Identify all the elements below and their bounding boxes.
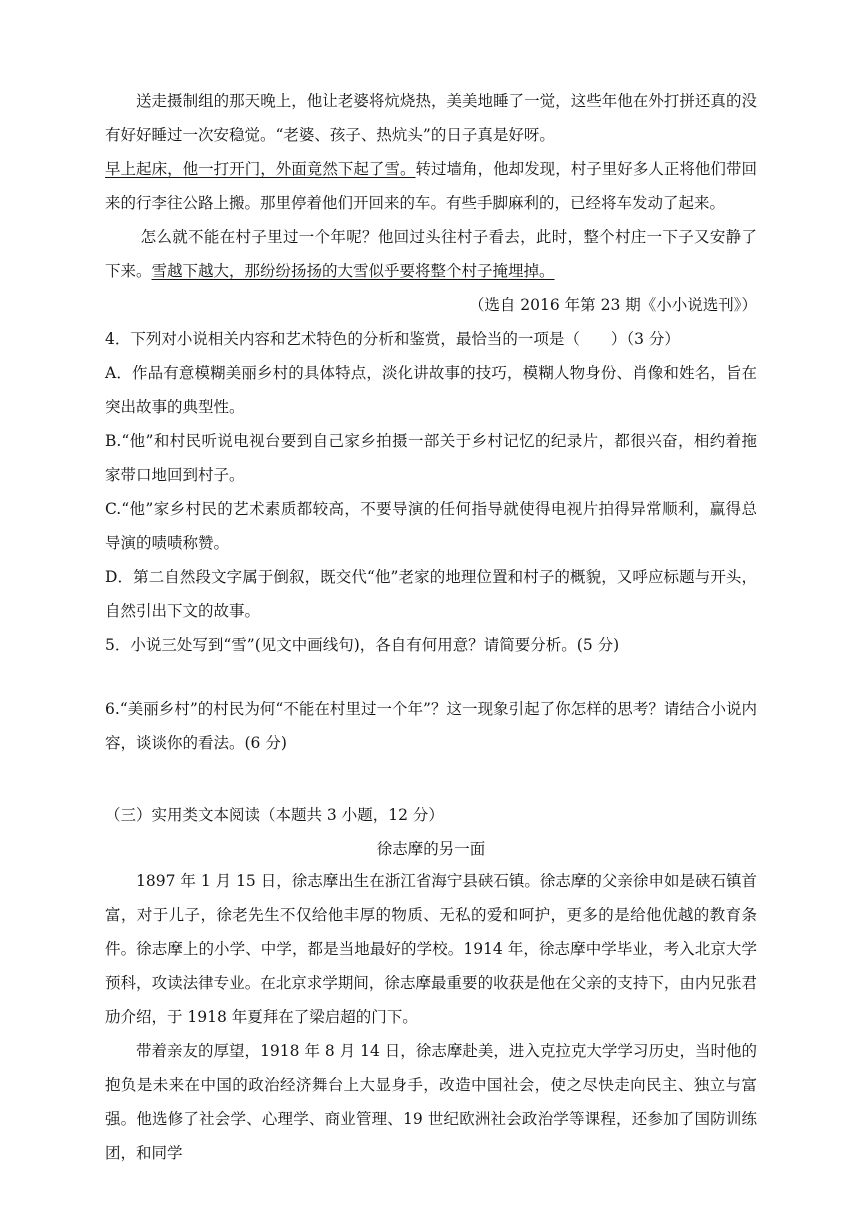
story-paragraph-3 — [105, 220, 757, 288]
underlined-snow-sentence-1: 早上起床，他一打开门，外面竟然下起了雪。 — [105, 160, 416, 178]
story-paragraph-3-text: 怎么就不能在村子里过一个年呢？他回过头往村子看去，此时，整个村庄一下子又安静了下来。 — [105, 228, 757, 280]
article-paragraph-1: 1897 年 1 月 15 日，徐志摩出生在浙江省海宁县硖石镇。徐志摩的父亲徐申如是硖石镇首富，对于儿子，徐老先生不仅给他丰厚的物质、无私的爱和呵护，更多的是给他优越的教育条件。徐志摩上的小学、中学，都是当地最好的学校。1914 年，徐志摩中学毕业，考入北京大学预科，攻读法律专业。在北京求学期间，徐志摩最重要的收获是他在父亲的支持下，由内兄张君劢介绍，于 1918 年夏拜在了梁启超的门下。 — [105, 872, 757, 1026]
story-paragraph-1: 送走摄制组的那天晚上，他让老婆将炕烧热，美美地睡了一觉，这些年他在外打拼还真的没有好好睡过一次安稳觉。“老婆、孩子、热炕头”的日子真是好呀。 — [105, 92, 757, 144]
article-title: 徐志摩的另一面 — [376, 840, 486, 858]
story-paragraph-2-rest: 转过墙角，他却发现，村子里好多人正将他们带回来的行李往公路上搬。那里停着他们开回来的车。有些手脚麻利的，已经将车发动了起来。 — [105, 160, 757, 212]
story-source: （选自 2016 年第 23 期《小小说选刊》） — [468, 296, 757, 314]
question-4-option-a: A．作品有意模糊美丽乡村的具体特点，淡化讲故事的技巧，模糊人物身份、肖像和姓名，旨在突出故事的典型性。 — [105, 364, 757, 416]
section-3-heading: （三）实用类文本阅读（本题共 3 小题，12 分） — [105, 806, 444, 824]
question-4: 4．下列对小说相关内容和艺术特色的分析和鉴赏，最恰当的一项是（ ）（3 分） — [105, 330, 680, 348]
underlined-snow-sentence-3: 雪越下越大，那纷纷扬扬的大雪似乎要将整个村子掩埋掉。 — [151, 262, 555, 280]
question-4-option-c: C.“他”家乡村民的艺术素质都较高，不要导演的任何指导就使得电视片拍得异常顺利，赢得总导演的啧啧称赞。 — [105, 500, 757, 552]
question-6: 6.“美丽乡村”的村民为何“不能在村里过一个年”？这一现象引起了你怎样的思考？请结合小说内容，谈谈你的看法。(6 分) — [105, 700, 757, 752]
question-5: 5．小说三处写到“雪”(见文中画线句)，各自有何用意？请简要分析。(5 分) — [105, 636, 620, 654]
article-paragraph-2: 带着亲友的厚望，1918 年 8 月 14 日，徐志摩赴美，进入克拉克大学学习历史，当时他的抱负是未来在中国的政治经济舞台上大显身手，改造中国社会，使之尽快走向民主、独立与富强。他选修了社会学、心理学、商业管理、19 世纪欧洲社会政治学等课程，还参加了国防训练团，和同学 — [105, 1042, 757, 1162]
question-4-option-d: D．第二自然段文字属于倒叙，既交代“他”老家的地理位置和村子的概貌，又呼应标题与开头，自然引出下文的故事。 — [105, 568, 757, 620]
story-paragraph-2 — [105, 152, 757, 220]
question-4-option-b: B.“他”和村民听说电视台要到自己家乡拍摄一部关于乡村记忆的纪录片，都很兴奋，相约着拖家带口地回到村子。 — [105, 432, 757, 484]
